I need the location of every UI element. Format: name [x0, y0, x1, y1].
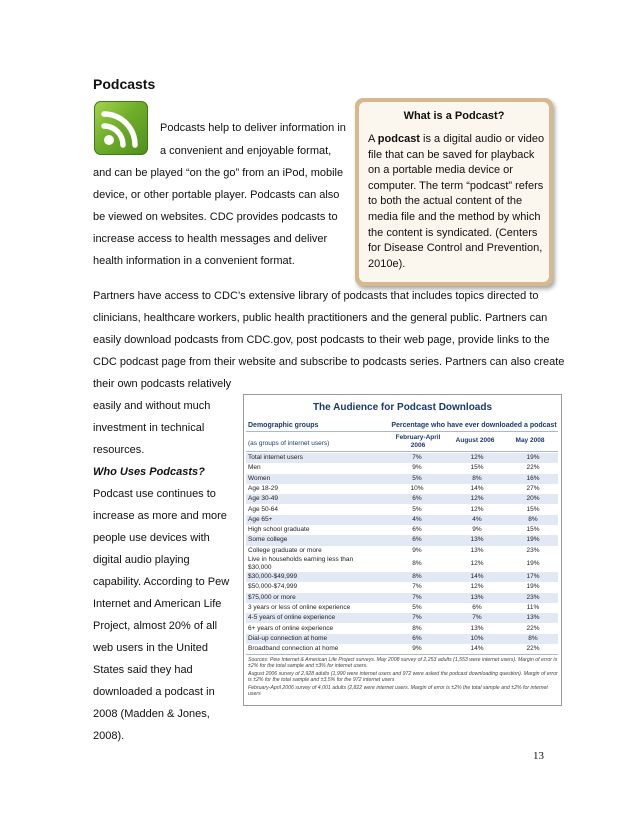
- table-row-label: 6+ years of online experience: [248, 624, 334, 632]
- table-row-label: Age 50-64: [248, 505, 278, 513]
- table-col-feb-apr-2006: February-April 2006: [395, 434, 441, 449]
- table-cell: 5%: [412, 505, 422, 513]
- table-cell: 6%: [472, 603, 482, 611]
- who-line: Internet and American Life: [93, 598, 222, 610]
- table-row: [246, 546, 558, 556]
- table-divider: [246, 654, 558, 655]
- who-line: people use devices with: [93, 532, 210, 544]
- rss-feed-icon: [94, 101, 148, 155]
- table-col-header-left: Demographic groups: [248, 422, 319, 429]
- page-number: 13: [533, 750, 544, 762]
- podcast-audience-table: [243, 394, 562, 706]
- table-row-label: $30,000-$49,999: [248, 573, 298, 580]
- table-cell: 6%: [412, 536, 422, 544]
- table-row: [246, 494, 558, 504]
- table-row: [246, 484, 558, 494]
- table-row: [246, 535, 558, 545]
- table-row-label: 4-5 years of online experience: [248, 614, 336, 622]
- table-cell: 7%: [412, 614, 422, 622]
- callout-panel: [359, 102, 549, 282]
- table-cell: 16%: [526, 474, 540, 482]
- who-line: web users in the United: [93, 642, 208, 654]
- table-row-label: Dial-up connection at home: [248, 634, 328, 642]
- table-row-label: 3 years or less of online experience: [248, 603, 351, 611]
- partners-line: easily download podcasts from CDC.gov, post podcasts to their web page, provide links to the: [93, 334, 550, 346]
- table-cell: 5%: [412, 603, 422, 611]
- table-cell: 27%: [526, 484, 540, 492]
- table-cell: 8%: [528, 634, 538, 642]
- table-title: The Audience for Podcast Downloads: [312, 402, 493, 413]
- table-row-label: $50,000-$74,999: [248, 583, 298, 591]
- table-row-label: Age 65+: [248, 515, 273, 523]
- table-cell: 7%: [472, 614, 482, 622]
- table-row: [246, 515, 558, 525]
- table-row: [246, 634, 558, 644]
- table-row-label: Total internet users: [248, 454, 303, 461]
- table-cell: 10%: [470, 634, 484, 642]
- partners-line: their own podcasts relatively: [93, 378, 232, 390]
- table-cell: 19%: [526, 536, 540, 544]
- table-row-label: Live in households earning less than $30,000: [248, 556, 354, 571]
- table-row-label: Men: [248, 464, 261, 472]
- table-row: [246, 463, 558, 473]
- table-cell: 14%: [470, 484, 484, 492]
- table-row: [246, 603, 558, 613]
- table-cell: 17%: [526, 573, 540, 580]
- table-row-label: Age 30-49: [248, 495, 278, 503]
- partners-line: resources.: [93, 444, 145, 456]
- table-divider: [246, 451, 558, 452]
- table-cell: 12%: [470, 454, 484, 461]
- table-row: [246, 582, 558, 592]
- table-cell: 9%: [412, 546, 422, 554]
- table-source-note: Sources: Pew Internet & American Life Project surveys. May 2008 survey of 2,253 adults (1,553 were internet users). Margin of error is ±2% for the total sample and ±3% for internet users.: [248, 657, 558, 669]
- table-cell: 8%: [412, 573, 422, 580]
- callout-text-before: A: [368, 133, 378, 145]
- intro-line: health information in a convenient format.: [93, 255, 295, 267]
- table-row-label: Age 18-29: [248, 484, 278, 492]
- intro-line: device, or other portable player. Podcasts can also: [93, 189, 340, 201]
- table-source-note: February-April 2006 survey of 4,001 adults (2,822 were internet users. Margin of error is ±2% the total sample and ±2% for internet users: [248, 685, 548, 697]
- table-cell: 7%: [412, 583, 422, 591]
- table-row: [246, 453, 558, 463]
- table-cell: 8%: [472, 474, 482, 482]
- table-row: [246, 525, 558, 535]
- table-cell: 9%: [412, 464, 422, 472]
- table-cell: 5%: [412, 474, 422, 482]
- table-row-label: College graduate or more: [248, 546, 322, 554]
- table-cell: 13%: [470, 624, 484, 632]
- table-cell: 23%: [526, 546, 540, 554]
- table-cell: 15%: [526, 505, 540, 513]
- table-cell: 19%: [526, 560, 540, 567]
- table-row-label: Some college: [248, 536, 288, 544]
- intro-line: be viewed on websites. CDC provides podcasts to: [93, 211, 338, 223]
- table-cell: 9%: [472, 526, 482, 534]
- who-line: States said they had: [93, 664, 193, 676]
- table-cell: 8%: [412, 624, 422, 632]
- partners-line: easily and without much: [93, 400, 211, 412]
- partners-line: Partners have access to CDC’s extensive library of podcasts that includes topics directed to: [93, 290, 539, 302]
- table-row-label: Broadband connection at home: [248, 645, 339, 653]
- table-row: [246, 505, 558, 515]
- partners-line: clinicians, healthcare workers, public health practitioners and the general public. Partners can: [93, 312, 548, 324]
- table-row-label: Women: [248, 474, 271, 482]
- table-row-label: High school graduate: [248, 526, 310, 534]
- who-line: 2008 (Madden & Jones,: [93, 708, 210, 720]
- table-cell: 13%: [526, 614, 540, 622]
- table-row: [246, 624, 558, 634]
- table-cell: 23%: [526, 593, 540, 601]
- intro-line: Podcasts help to deliver information in: [160, 122, 346, 134]
- partners-line: investment in technical: [93, 422, 205, 434]
- definition-callout: [355, 98, 553, 286]
- table-cell: 15%: [470, 464, 484, 472]
- table-cell: 12%: [470, 505, 484, 513]
- who-line: capability. According to Pew: [93, 576, 230, 588]
- callout-title: What is a Podcast?: [403, 110, 505, 122]
- table-cell: 4%: [412, 515, 422, 523]
- table-cell: 6%: [412, 495, 422, 503]
- table-row-label: $75,000 or more: [248, 593, 296, 601]
- table-subheader-left: (as groups of internet users): [248, 440, 330, 447]
- table-source-note: August 2006 survey of 2,928 adults (1,990 were internet users and 972 were asked the podcast downloading question). Margin of error is ±2% for the total sample and ±3.5% for the 972 internet users: [248, 671, 558, 683]
- table-cell: 9%: [412, 645, 422, 653]
- table-cell: 7%: [412, 593, 422, 601]
- table-cell: 15%: [526, 526, 540, 534]
- table-row: [246, 556, 558, 572]
- intro-line: increase access to health messages and deliver: [93, 233, 328, 245]
- section-heading: Podcasts: [93, 76, 156, 92]
- table-row: [246, 613, 558, 623]
- callout-term: podcast: [377, 133, 420, 145]
- table-cell: 22%: [526, 464, 540, 472]
- table-row: [246, 474, 558, 484]
- partners-line: CDC podcast page from their website and subscribe to podcasts series. Partners can also create: [93, 356, 565, 368]
- table-cell: 13%: [470, 593, 484, 601]
- table-col-header-right: Percentage who have ever downloaded a podcast: [391, 422, 557, 429]
- who-line: Podcast use continues to: [93, 488, 216, 500]
- table-cell: 8%: [412, 560, 422, 567]
- who-line: 2008).: [93, 730, 125, 742]
- table-cell: 12%: [470, 583, 484, 591]
- table-cell: 22%: [526, 645, 540, 653]
- table-divider: [246, 431, 558, 432]
- intro-line: and can be played “on the go” from an iPod, mobile: [93, 167, 344, 179]
- table-cell: 4%: [472, 515, 482, 523]
- who-line: increase as more and more: [93, 510, 227, 522]
- intro-line: a convenient and enjoyable format,: [160, 145, 332, 157]
- who-heading: Who Uses Podcasts?: [93, 466, 205, 478]
- table-cell: 8%: [528, 515, 538, 523]
- table-cell: 6%: [412, 634, 422, 642]
- table-cell: 19%: [526, 454, 540, 461]
- table-cell: 20%: [526, 495, 540, 503]
- table-cell: 11%: [526, 603, 540, 611]
- who-line: digital audio playing: [93, 554, 190, 566]
- table-cell: 13%: [470, 536, 484, 544]
- table-row: [246, 644, 558, 654]
- table-col-may-2008: May 2008: [515, 437, 545, 444]
- table-cell: 14%: [470, 573, 484, 580]
- table-cell: 13%: [470, 546, 484, 554]
- table-cell: 7%: [412, 454, 422, 461]
- table-cell: 14%: [470, 645, 484, 653]
- who-line: downloaded a podcast in: [93, 686, 215, 698]
- table-cell: 19%: [526, 583, 540, 591]
- table-row: [246, 572, 558, 582]
- who-line: Project, almost 20% of all: [93, 620, 218, 632]
- table-cell: 10%: [410, 484, 424, 492]
- callout-text: [368, 132, 548, 272]
- table-cell: 22%: [526, 624, 540, 632]
- table-col-aug-2006: August 2006: [455, 437, 495, 444]
- table-cell: 6%: [412, 526, 422, 534]
- table-row: [246, 593, 558, 603]
- table-cell: 12%: [470, 560, 484, 567]
- table-cell: 12%: [470, 495, 484, 503]
- callout-text-after: is a digital audio or video file that can be saved for playback on a portable media device or computer. The term “podcast” refers to both the actual content of the media file and the method by which the content is syndicated. (Centers for Disease Control and Prevention, 2010e).: [368, 133, 545, 270]
